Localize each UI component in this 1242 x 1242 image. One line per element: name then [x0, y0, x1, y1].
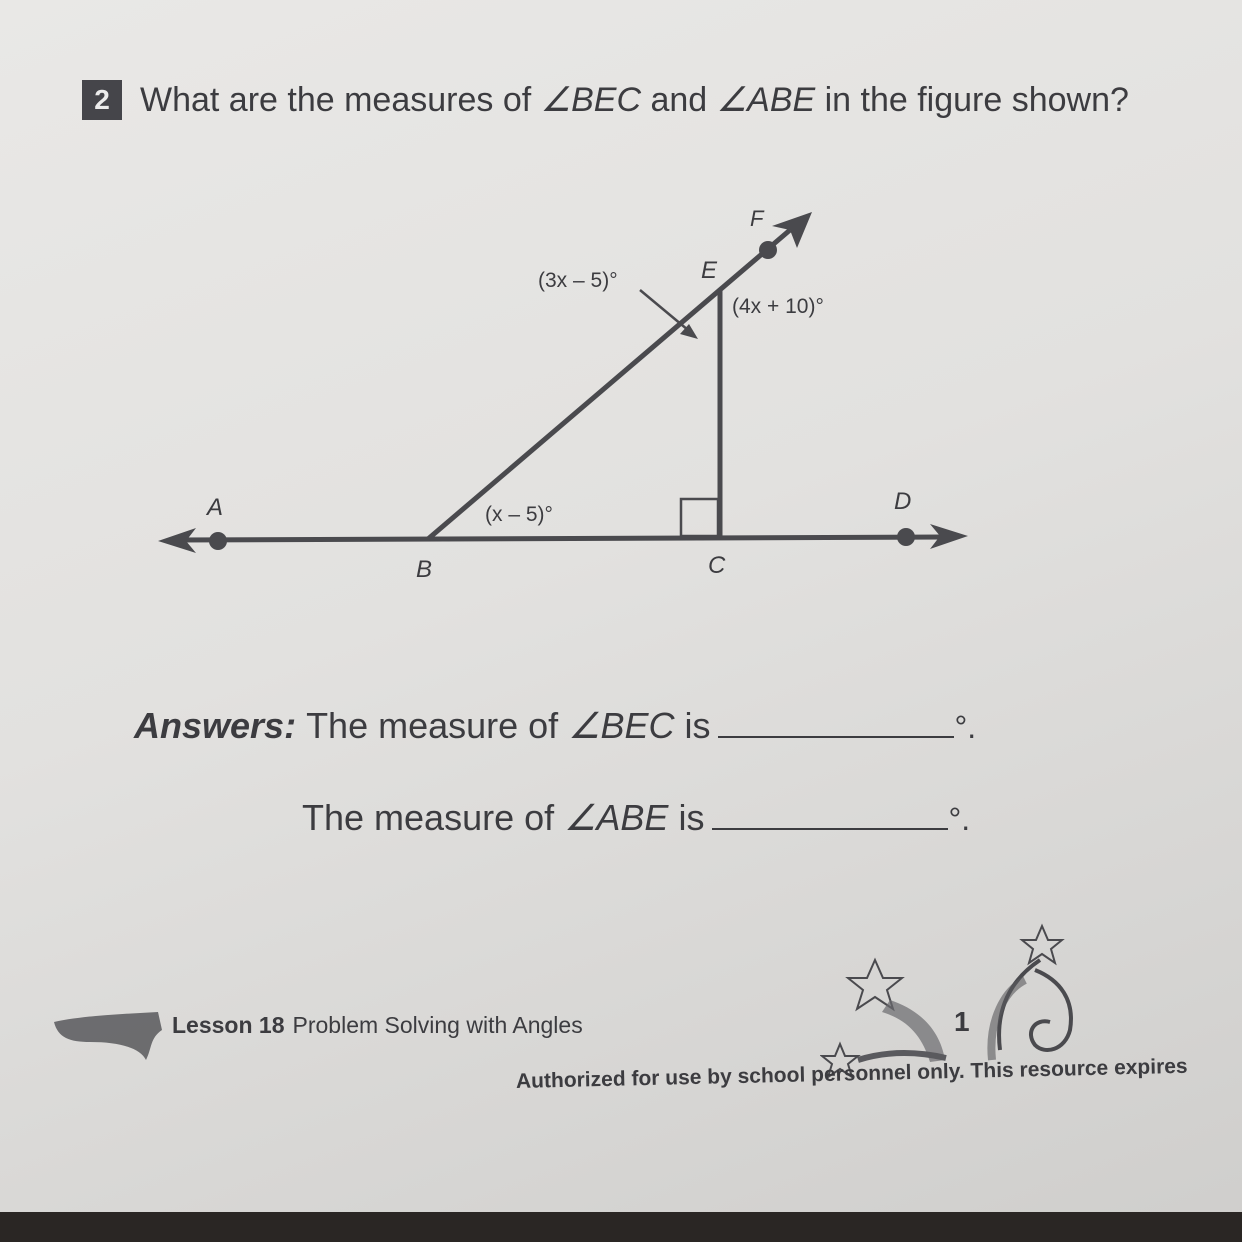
- question-text-mid: and: [641, 81, 717, 119]
- label-a: A: [207, 494, 224, 521]
- answer1-text: The measure of: [306, 705, 569, 746]
- marker-smudge: [50, 1008, 170, 1064]
- line-ad: [175, 537, 945, 540]
- page-number: 1: [954, 1006, 970, 1037]
- answer2-angle: ∠ABE: [564, 797, 669, 838]
- authorization-notice: Authorized for use by school personnel only. This resource expires: [515, 1054, 1188, 1093]
- label-d: D: [894, 488, 912, 515]
- point-f-dot: [759, 241, 777, 259]
- right-angle-marker: [681, 499, 718, 536]
- point-a-dot: [209, 532, 227, 550]
- angle-abe-ref: ∠ABE: [716, 81, 816, 119]
- point-d-dot: [897, 528, 915, 546]
- label-b: B: [416, 556, 433, 583]
- angle-label-ebc: (x – 5)°: [485, 503, 553, 526]
- answer-line-bec: [134, 705, 976, 747]
- pointer-arrow: [640, 290, 688, 330]
- answer2-is: is: [668, 797, 705, 838]
- lesson-title: Problem Solving with Angles: [292, 1012, 583, 1038]
- label-c: C: [708, 552, 726, 579]
- answer1-is: is: [674, 705, 711, 746]
- angle-label-fec: (4x + 10)°: [732, 295, 824, 318]
- answers-prefix: Answers:: [134, 705, 297, 746]
- label-f: F: [750, 206, 764, 231]
- angle-bec-ref: ∠BEC: [540, 81, 642, 119]
- label-e: E: [701, 257, 718, 284]
- question-text-after: in the figure shown?: [815, 81, 1129, 119]
- angle-label-bec: (3x – 5)°: [538, 269, 618, 292]
- answer2-blank[interactable]: [712, 798, 948, 830]
- star-icon: [1022, 926, 1062, 963]
- answer2-degree: °.: [948, 801, 971, 837]
- answer-line-abe: [302, 797, 970, 839]
- answer1-blank[interactable]: [718, 706, 954, 738]
- answer2-text: The measure of: [302, 797, 565, 838]
- question-text-before: What are the measures of: [140, 81, 541, 119]
- page-bottom-edge: [0, 1212, 1242, 1242]
- lesson-label: Lesson 18: [172, 1012, 285, 1038]
- footer-lesson: [172, 1012, 583, 1039]
- answer1-angle: ∠BEC: [568, 705, 675, 746]
- answer1-degree: °.: [954, 709, 977, 745]
- question-number: 2: [82, 80, 122, 120]
